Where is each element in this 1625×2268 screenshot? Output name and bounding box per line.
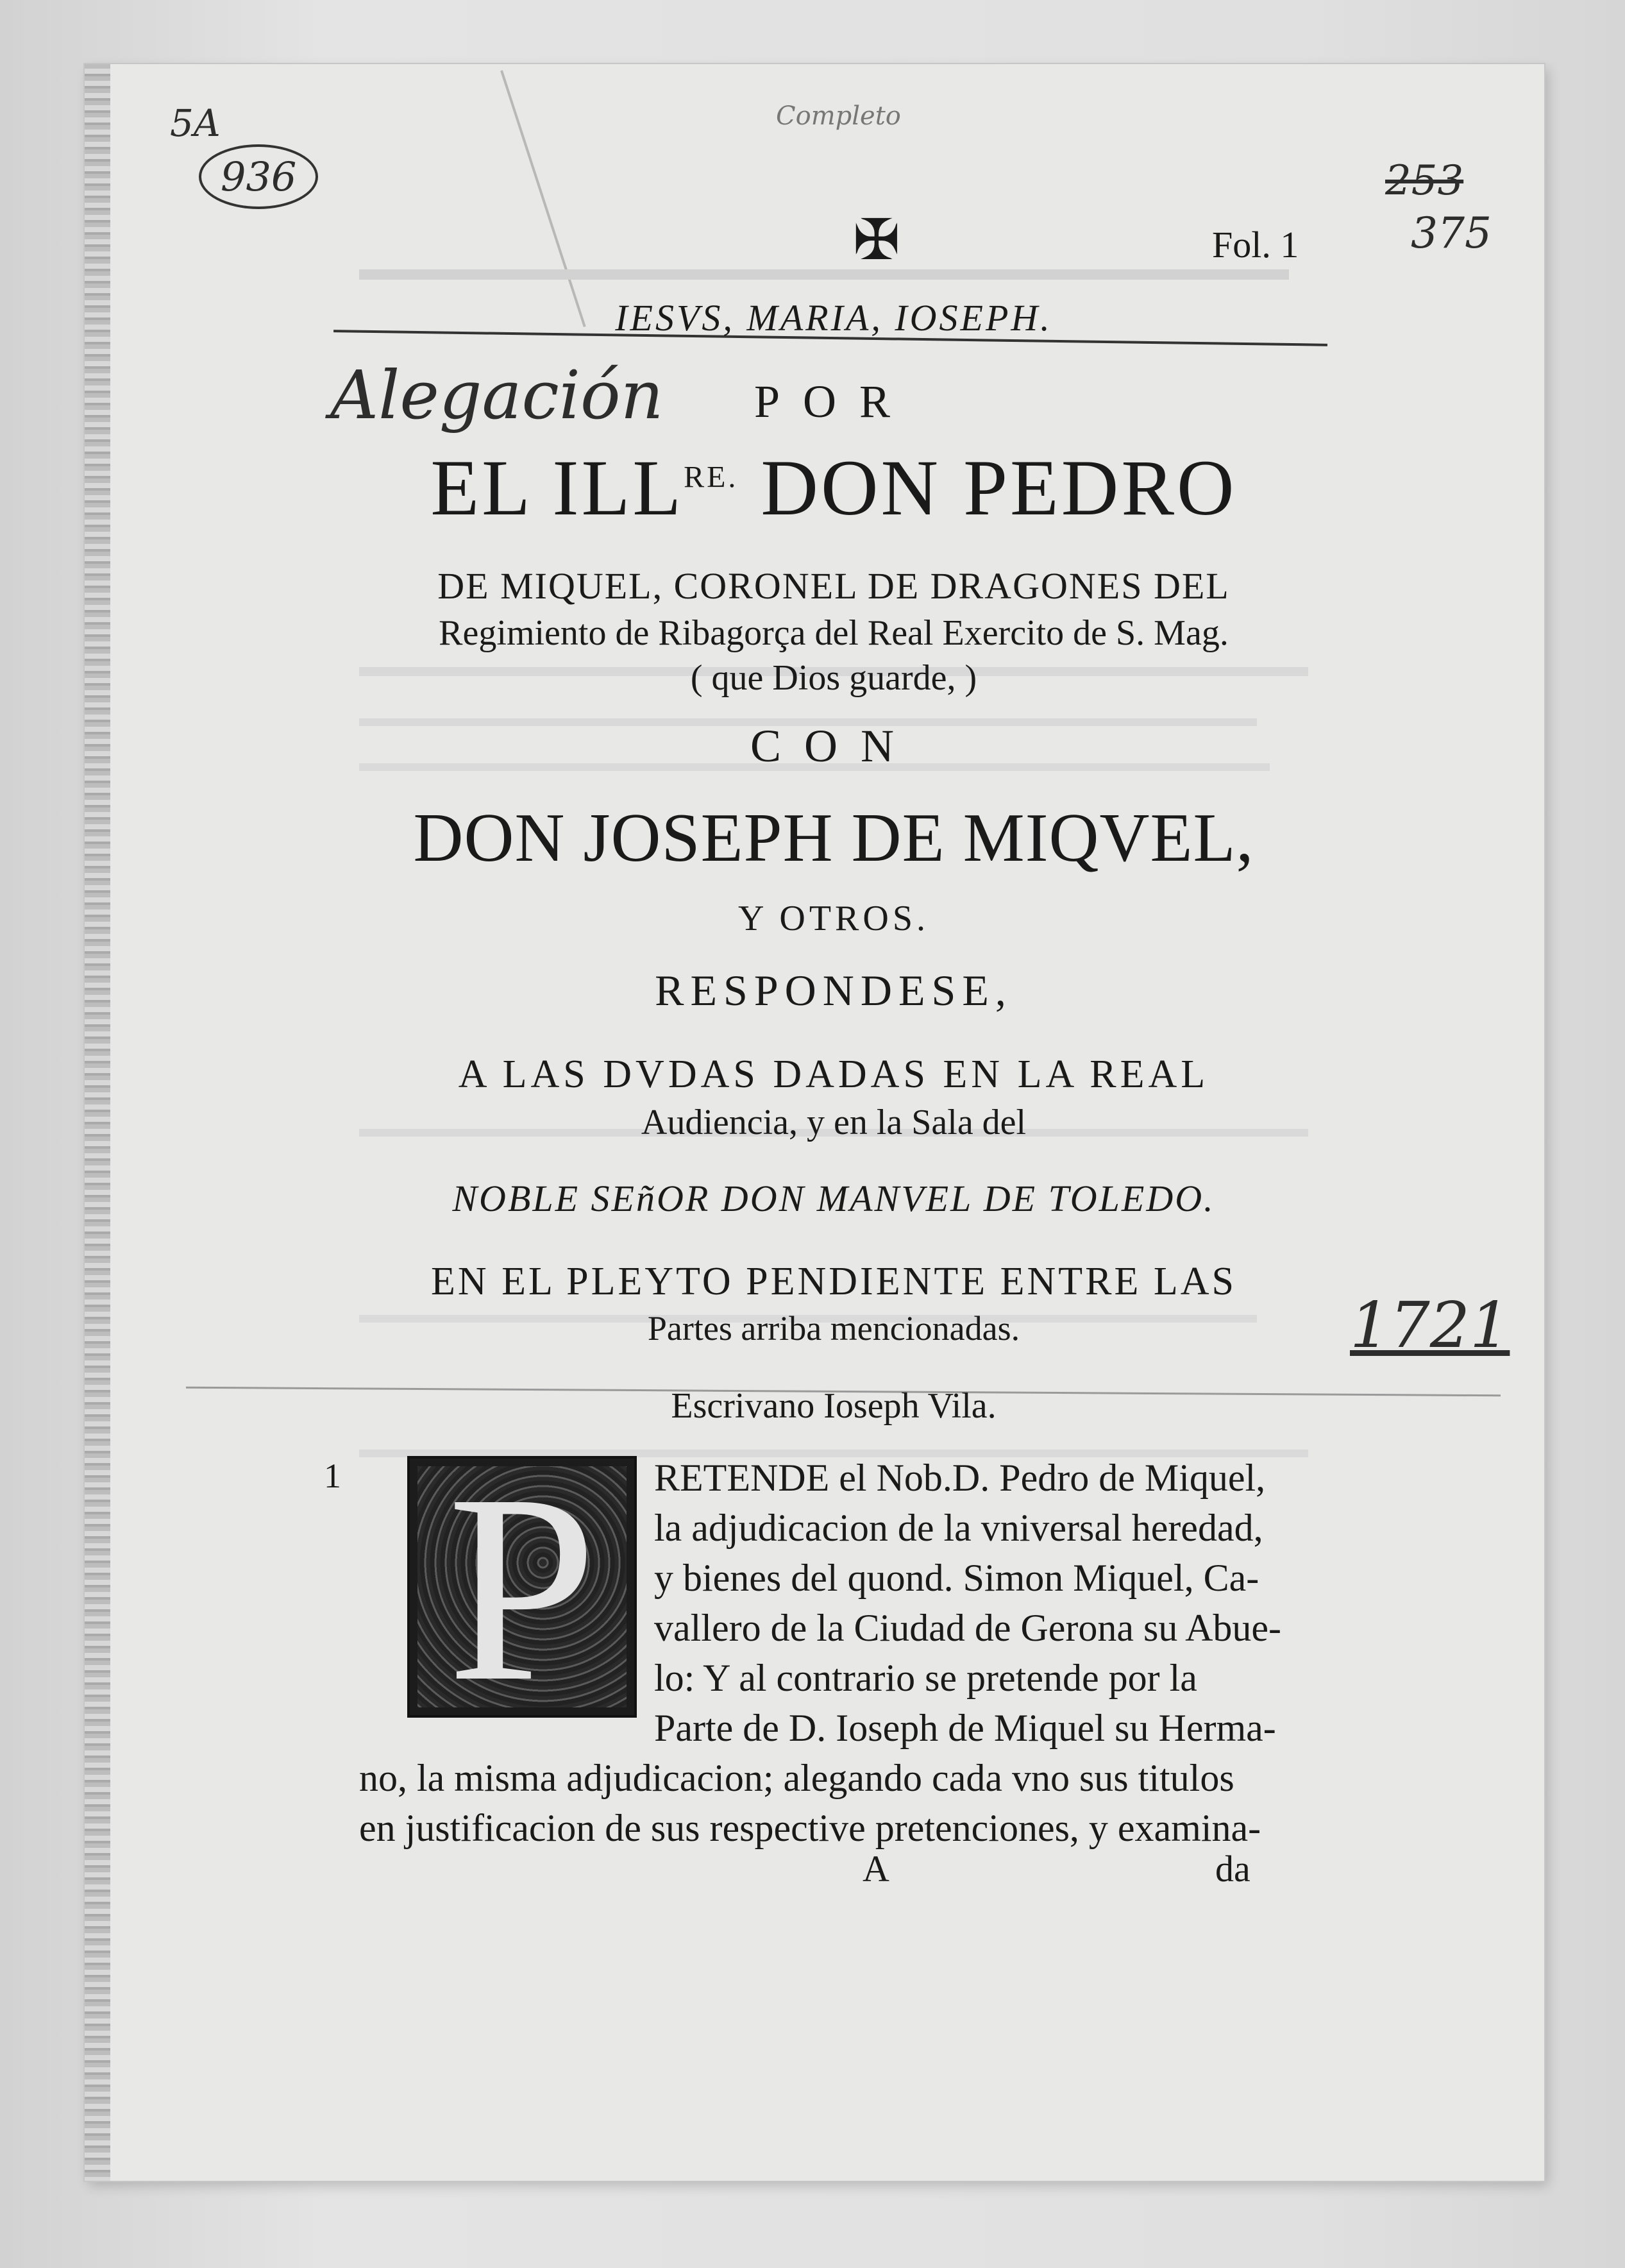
folio-number-annotation: 375 xyxy=(1411,208,1492,258)
party-one-heading xyxy=(359,443,1308,534)
noble-line: NOBLE SEñOR DON MANVEL DE TOLEDO. xyxy=(452,1178,1215,1219)
party-one-regiment: Regimiento de Ribagorça del Real Exercito de S. Mag. xyxy=(439,613,1229,653)
shelf-mark: 5A xyxy=(170,101,221,145)
body-line: en justificacion de sus respective pretenciones, y examina- xyxy=(359,1807,1261,1849)
drop-cap xyxy=(407,1439,637,1737)
body-line: no, la misma adjudicacion; alegando cada vno sus titulos xyxy=(359,1757,1234,1799)
cross-icon: ✠ xyxy=(853,210,900,272)
body-line: lo: Y al contrario se pretende por la xyxy=(654,1657,1197,1699)
title-por: POR xyxy=(754,376,914,427)
body-line: vallero de la Ciudad de Gerona su Abue- xyxy=(654,1607,1282,1649)
party-one-superscript: RE. xyxy=(684,460,739,495)
party-one-blessing: ( que Dios guarde, ) xyxy=(690,658,977,698)
party-two-others: Y OTROS. xyxy=(738,899,929,938)
signature-mark: A xyxy=(863,1848,889,1890)
dudas-line-2: Audiencia, y en la Sala del xyxy=(641,1103,1027,1142)
escrivano: Escrivano Ioseph Vila. xyxy=(671,1386,997,1426)
title-con: CON xyxy=(750,720,917,772)
invocation: IESVS, MARIA, IOSEPH. xyxy=(615,297,1052,339)
year-note: 1721 xyxy=(1350,1289,1510,1362)
party-two-name: DON JOSEPH DE MIQVEL, xyxy=(413,800,1254,876)
pleyto-line-1: EN EL PLEYTO PENDIENTE ENTRE LAS xyxy=(431,1260,1236,1303)
paragraph-number: 1 xyxy=(324,1457,341,1495)
catchword: da xyxy=(1215,1848,1250,1890)
dudas-line-1: A LAS DVDAS DADAS EN LA REAL xyxy=(458,1053,1209,1096)
respondese: RESPONDESE, xyxy=(655,966,1013,1015)
party-one-prefix: EL ILL xyxy=(430,444,684,532)
classification-note: Alegación xyxy=(330,356,664,434)
body-line: y bienes del quond. Simon Miquel, Ca- xyxy=(654,1557,1259,1599)
folio-label: Fol. 1 xyxy=(1212,224,1299,266)
party-one-name: DON PEDRO xyxy=(761,444,1237,532)
pleyto-line-2: Partes arriba mencionadas. xyxy=(647,1309,1020,1348)
party-one-title: DE MIQUEL, CORONEL DE DRAGONES DEL xyxy=(437,565,1230,607)
struck-number: 253 xyxy=(1385,157,1464,205)
binding-edge xyxy=(85,64,110,2181)
body-line: RETENDE el Nob.D. Pedro de Miquel, xyxy=(654,1457,1266,1499)
circled-number: 936 xyxy=(199,144,318,209)
drop-cap-letter: P xyxy=(447,1439,597,1737)
body-line: la adjudicacion de la vniversal heredad, xyxy=(654,1507,1263,1549)
body-line: Parte de D. Ioseph de Miquel su Herma- xyxy=(654,1707,1276,1749)
status-note: Completo xyxy=(776,101,901,131)
